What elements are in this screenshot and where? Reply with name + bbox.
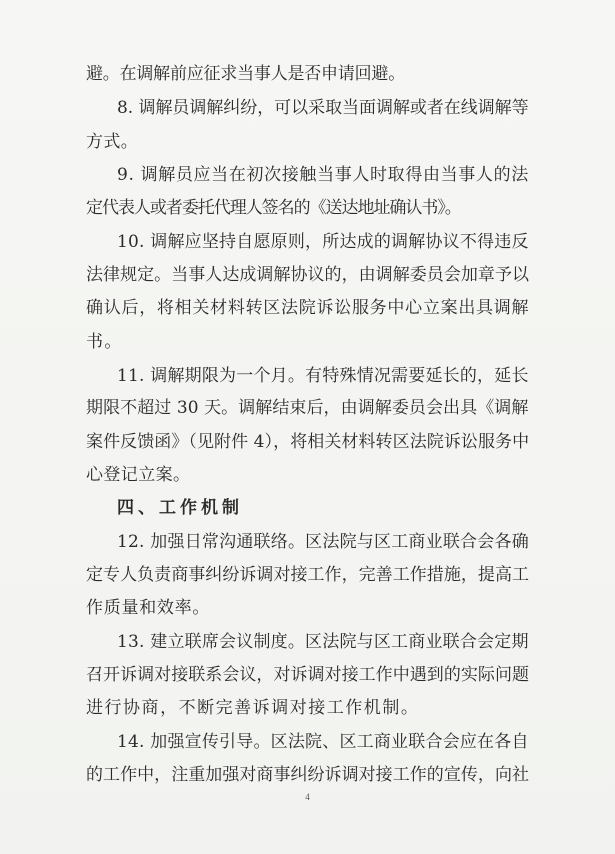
text-line: 召开诉调对接联系会议，对诉调对接工作中遇到的实际问题: [86, 665, 530, 685]
text-line: 进行协商，不断完善诉调对接工作机制。: [86, 698, 420, 718]
text-line: 10. 调解应坚持自愿原则，所达成的调解协议不得违反: [117, 232, 529, 252]
section-heading: 四、工作机制: [117, 498, 243, 518]
text-line: 9. 调解员应当在初次接触当事人时取得由当事人的法: [117, 165, 529, 185]
text-line: 定代表人或者委托代理人签名的《送达地址确认书》。: [86, 198, 461, 218]
text-line: 心登记立案。: [86, 465, 191, 485]
text-line: 作质量和效率。: [86, 598, 211, 618]
text-line: 12. 加强日常沟通联络。区法院与区工商业联合会各确: [117, 532, 529, 552]
text-line: 13. 建立联席会议制度。区法院与区工商业联合会定期: [117, 632, 529, 652]
text-line: 书。: [86, 332, 123, 352]
text-line: 11. 调解期限为一个月。有特殊情况需要延长的，延长: [117, 366, 529, 386]
text-line: 案件反馈函》（见附件 4），将相关材料转区法院诉讼服务中: [86, 432, 530, 452]
text-line: 期限不超过 30 天。调解结束后，由调解委员会出具《调解: [86, 398, 529, 418]
text-line: 方式。: [86, 132, 139, 152]
text-line: 避。在调解前应征求当事人是否申请回避。: [86, 64, 406, 84]
text-line: 的工作中，注重加强对商事纠纷诉调对接工作的宣传，向社: [86, 765, 530, 785]
text-line: 定专人负责商事纠纷诉调对接工作，完善工作措施，提高工: [86, 565, 530, 585]
text-line: 法律规定。当事人达成调解协议的，由调解委员会加章予以: [86, 265, 530, 285]
page-number: 4: [305, 792, 310, 802]
text-line: 确认后，将相关材料转区法院诉讼服务中心立案出具调解: [86, 298, 530, 318]
text-line: 8. 调解员调解纠纷，可以采取当面调解或者在线调解等: [117, 98, 529, 118]
text-line: 14. 加强宣传引导。区法院、区工商业联合会应在各自: [117, 732, 529, 752]
